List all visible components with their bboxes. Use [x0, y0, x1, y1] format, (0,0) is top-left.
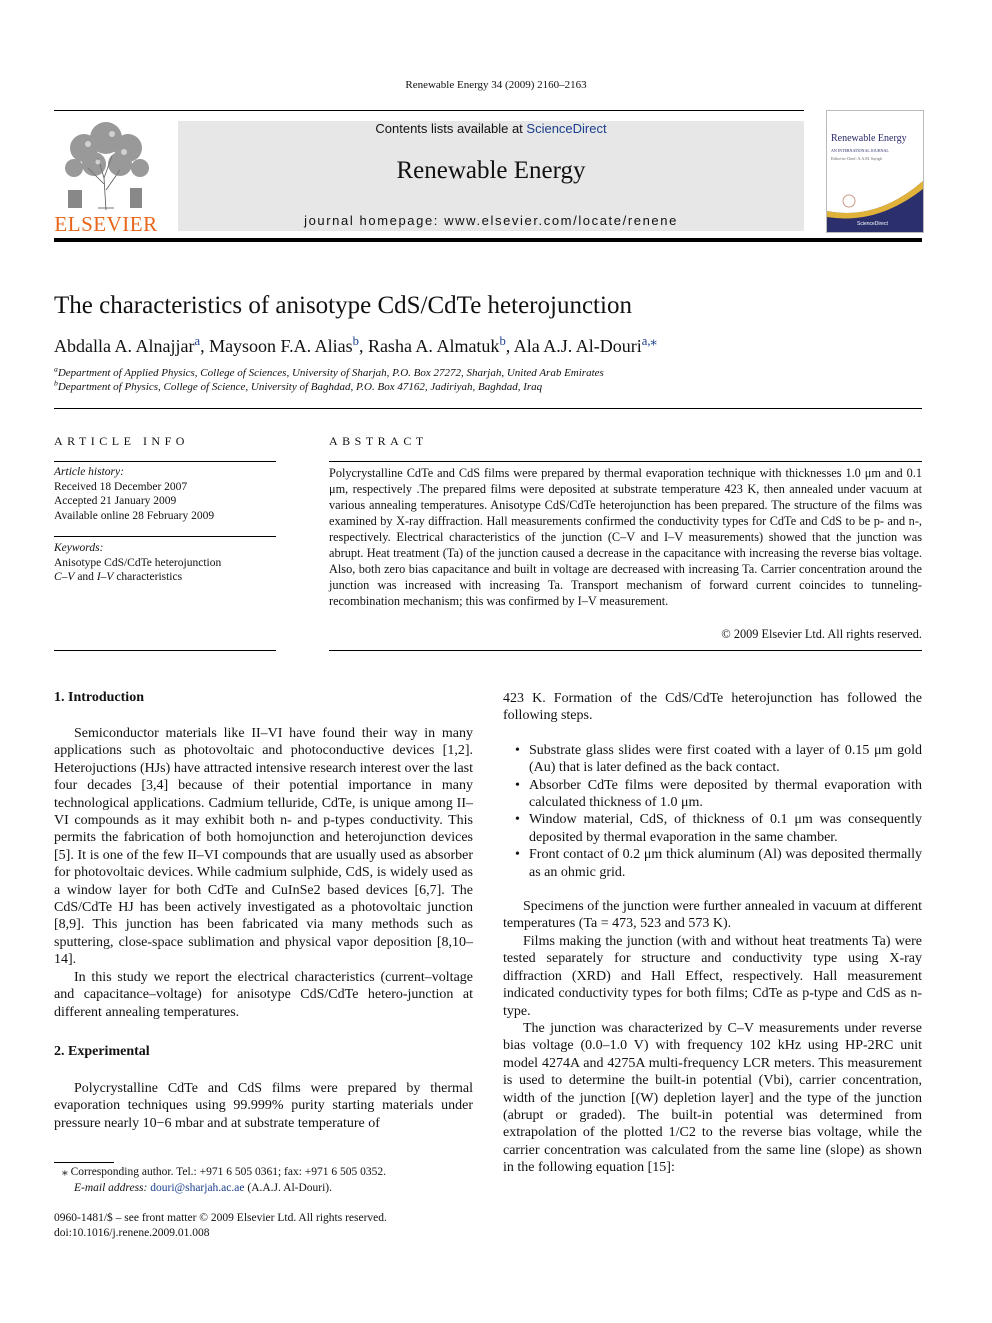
abstract-text: Polycrystalline CdTe and CdS films were prepared by thermal evaporation technique with thicknesses 1.0 μm and 0.1 μm, respectively .The prepared films were deposited at substrate temperature 423 K, then annealed under vacuum at various annealing temperatures. Anisotype CdS/CdTe heterojunction has been prepared. The structure of the films was examined by X-ray diffraction. Hall measurements confirmed the conductivity types for CdTe and CdS to be p- and n-, respectively. Electrical characteristics of the junction (C–V and I–V measurements) showed that the junction was abrupt. Heat treatment (Ta) of the junction caused a decrease in the capacitance with increasing the reverse bias voltage. Also, both zero bias capacitance and built in voltage are decreased with increasing Ta. Carrier concentration around the junction was increased with increasing Ta. Transport mechanism of forward current coincides to tunneling-recombination mechanism; this was confirmed by I–V measurement. — [329, 466, 922, 608]
journal-cover[interactable] — [826, 110, 924, 233]
issn-doi: 0960-1481/$ – see front matter © 2009 Elsevier Ltd. All rights reserved. doi:10.1016/j.renene.2009.01.008 — [54, 1211, 473, 1241]
author-affiliation-mark[interactable]: a — [194, 334, 201, 348]
article-info-heading: ARTICLE INFO — [54, 434, 189, 448]
author: Ala A.J. Al-Douri — [513, 336, 642, 356]
paragraph: In this study we report the electrical characteristics (current–voltage and capacitance–voltage) for anisotype CdS/CdTe hetero-junction at different annealing temperatures. — [54, 969, 473, 1020]
paragraph: Specimens of the junction were further annealed in vacuum at different temperatures (Ta = 473, 523 and 573 K). — [503, 899, 922, 932]
steps-list — [503, 742, 922, 881]
cover-subtitle: AN INTERNATIONAL JOURNAL — [831, 148, 889, 153]
right-column — [503, 690, 922, 1177]
author-affiliation-mark[interactable]: a,⁎ — [641, 334, 657, 348]
author-affiliation-mark[interactable]: b — [499, 334, 506, 348]
footnote: ⁎ Corresponding author. Tel.: +971 6 505 0361; fax: +971 6 505 0352. E-mail address: douri@sharjah.ac.ae (A.A.J. Al-Douri). — [62, 1166, 387, 1194]
cover-publisher: ScienceDirect — [857, 221, 888, 227]
keyword: C–V and I–V characteristics — [54, 571, 183, 584]
elsevier-logo[interactable] — [54, 118, 158, 236]
cover-title: Renewable Energy — [831, 133, 907, 144]
experimental-body — [54, 1080, 473, 1132]
author: Rasha A. Almatuk — [367, 336, 500, 356]
affiliation: $^b$Department of Physics, College of Science, University of Baghdad, P.O. Box 47162, Jadiriyah, Baghdad, Iraq — [54, 378, 543, 393]
cover-editor: Editor-in-Chief: A.A.M. Sayigh — [831, 156, 882, 161]
email-link[interactable]: douri@sharjah.ac.ae — [150, 1181, 245, 1194]
list-item: • Front contact of 0.2 μm thick aluminum (Al) was deposited thermally as an ohmic grid. — [529, 846, 922, 881]
journal-homepage-link[interactable]: journal homepage: www.elsevier.com/locate/renene — [304, 213, 678, 228]
section-heading-experimental: 2. Experimental — [54, 1044, 150, 1059]
contents-line: Contents lists available at ScienceDirect — [375, 121, 607, 136]
paragraph: Polycrystalline CdTe and CdS films were prepared by thermal evaporation techniques using 99.999% purity starting materials under pressure nearly 10−6 mbar and at substrate temperature of — [54, 1081, 473, 1131]
paragraph: Semiconductor materials like II–VI have found their way in many applications such as photovoltaic and photoconductive devices [1,2]. Heterojuctions (HJs) have attracted intensive research interest over the last four decades [3,4] because of their potential importance in many technological applications. Cadmium telluride, CdTe, is unique among II–VI compounds as it may exhibit both n- and p-types conductivity. This permits the fabrication of both homojunction and heterojunction devices [5]. It is one of the few II–VI compounds that are usually used as absorber for photovoltaic devices. While cadmium sulphide, CdS, is widely used as a window layer for both CdTe and CuInSe2 based devices [6,7]. The CdS/CdTe HJ has been actively investigated as a photovoltaic junction [8,9]. This junction has been fabricated via many methods such as sputtering, close-space sublimation and physical vapor deposition [8,10–14]. — [54, 726, 473, 968]
article-title: The characteristics of anisotype CdS/CdTe heterojunction — [54, 292, 632, 319]
list-item: • Window material, CdS, of thickness of 0.1 μm was consequently deposited by thermal evaporation in the same chamber. — [529, 811, 922, 846]
journal-masthead — [178, 121, 804, 231]
abstract-heading: ABSTRACT — [329, 434, 428, 448]
author: Maysoon F.A. Alias — [209, 336, 353, 356]
affiliations — [54, 366, 922, 394]
list-item: • Absorber CdTe films were deposited by thermal evaporation with calculated thickness of 1.0 μm. — [529, 777, 922, 812]
publisher-name: ELSEVIER — [54, 212, 158, 236]
section-heading-introduction: 1. Introduction — [54, 690, 144, 705]
running-header: Renewable Energy 34 (2009) 2160–2163 — [405, 79, 587, 91]
article-history: Article history: Received 18 December 2007 Accepted 21 January 2009 Available online 28 February 2009 — [54, 466, 215, 522]
author-affiliation-mark[interactable]: b — [352, 334, 359, 348]
list-item: • Substrate glass slides were first coated with a layer of 0.15 μm gold (Au) that is later defined as the back contact. — [529, 742, 922, 777]
affiliation: $^a$Department of Applied Physics, College of Sciences, University of Sharjah, P.O. Box 27272, Sharjah, United Arab Emirates — [54, 364, 604, 379]
doi-link[interactable]: doi:10.1016/j.renene.2009.01.008 — [54, 1227, 210, 1239]
journal-title: Renewable Energy — [396, 157, 586, 184]
paragraph: 423 K. Formation of the CdS/CdTe heterojunction has followed the following steps. — [503, 691, 922, 724]
paragraph: The junction was characterized by C–V measurements under reverse bias voltage (0.0–1.0 V) with frequency 102 kHz using HP-2RC unit model 4274A and 4275A multi-frequency LCR meters. This measurement is used to determine the built-in potential (Vbi), carrier concentration, width of the junction [(W) depletion layer] and the type of the junction (abrupt or graded). The built-in potential was determined from extrapolation of the plotted 1/C2 to the reverse bias voltage, while the carrier concentration was calculated from the same line (slope) as shown in the following equation [15]: — [503, 1020, 922, 1176]
keywords: Keywords: Anisotype CdS/CdTe heterojunction C–V and I–V characteristics — [54, 541, 276, 585]
sciencedirect-link[interactable]: ScienceDirect — [526, 121, 607, 136]
keyword: Anisotype CdS/CdTe heterojunction — [54, 556, 222, 569]
abstract-copyright: © 2009 Elsevier Ltd. All rights reserved. — [721, 627, 922, 641]
introduction-body — [54, 725, 473, 1021]
author-list: Abdalla A. Alnajjar$^a$, Maysoon F.A. Alias$^b$, Rasha A. Almatuk$^b$, Ala A.J. Al-Douri$^{a,⁎}$ — [54, 334, 657, 356]
author: Abdalla A. Alnajjar — [54, 336, 195, 356]
elsevier-tree-icon — [54, 118, 158, 214]
paragraph: Films making the junction (with and without heat treatments Ta) were tested separately for structure and conductivity type using X-ray diffraction (XRD) and Hall Effect, respectively. Hall measurement indicated conductivity types for both films; CdTe as p-type and CdS as n-type. — [503, 933, 922, 1019]
